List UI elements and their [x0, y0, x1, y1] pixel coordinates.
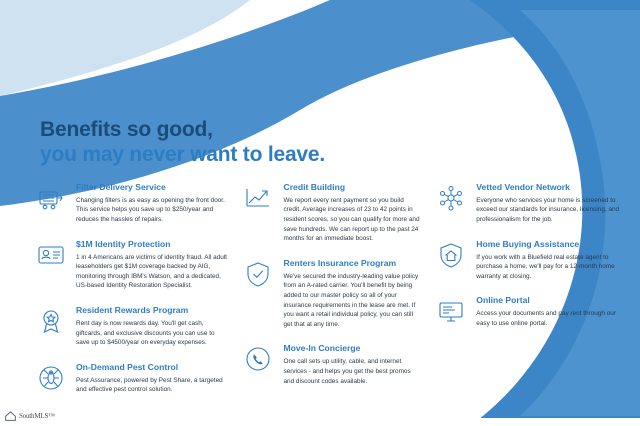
headline-line-2: you may never want to leave. — [40, 142, 326, 166]
benefit-item — [241, 258, 422, 330]
benefit-item — [241, 182, 422, 244]
benefit-title: Resident Rewards Program — [76, 305, 189, 316]
id-card-icon — [34, 239, 68, 274]
benefit-item — [434, 239, 620, 282]
benefit-title: Home Buying Assistance — [476, 238, 580, 249]
benefit-title: $1M Identity Protection — [76, 238, 171, 249]
benefit-description: Changing filters is as easy as opening the front door. This service helps you save up to $250/year and reduces the hassles of repairs. — [76, 196, 225, 224]
pest-control-icon — [34, 362, 68, 397]
benefit-item — [34, 305, 229, 348]
benefit-description: Everyone who services your home is screened to exceed our standards for insurance, licensing, and professionalism for the job. — [476, 196, 620, 224]
footer-logo — [4, 409, 55, 422]
network-nodes-icon — [434, 182, 468, 217]
benefits-column-3 — [434, 182, 620, 411]
benefit-description: 1 in 4 Americans are victims of identity fraud. All adult leaseholders get $1M coverage backed by AIG, monitoring through IBM's Watson, and a dedicated, US-based Identity Restoration Specialist. — [76, 253, 227, 290]
benefit-description: One call sets up utility, cable, and internet services - and helps you get the best promos and discount codes available. — [283, 358, 411, 385]
benefit-item — [34, 182, 229, 225]
benefits-columns — [34, 182, 620, 411]
mls-house-icon — [4, 409, 17, 422]
benefit-item — [34, 239, 229, 291]
benefit-title: Online Portal — [476, 295, 530, 306]
benefit-title: Credit Building — [283, 182, 346, 192]
benefit-item — [434, 182, 620, 225]
benefits-column-2 — [241, 182, 422, 411]
benefit-item — [434, 295, 620, 330]
benefit-item — [241, 343, 422, 386]
benefits-column-1 — [34, 182, 229, 411]
benefit-title: On-Demand Pest Control — [76, 361, 179, 372]
headline-line-1: Benefits so good, — [40, 118, 213, 141]
bottom-strip — [0, 418, 640, 426]
benefit-title: Vetted Vendor Network — [476, 182, 570, 192]
home-shield-icon — [434, 239, 468, 274]
benefit-description: Access your documents and pay rent through our easy to use online portal. — [476, 310, 616, 327]
benefit-description: Rent day is now rewards day. You'll get cash, giftcards, and exclusive discounts you can use to save up to $4500/year on everyday expenses. — [76, 319, 215, 347]
benefit-title: Move-In Concierge — [283, 343, 361, 354]
rewards-badge-icon — [34, 305, 68, 340]
footer-logo-text: SouthMLS™ — [19, 411, 55, 420]
page-title — [40, 118, 325, 168]
benefit-description: We report every rent payment so you build credit. Average increases of 23 to 42 points in resident scores, so you can qualify for more and save hundreds. We can report up to the past 24 months for an immediate boost. — [283, 196, 420, 243]
benefit-description: We've secured the industry-leading value policy from an A-rated carrier. You'll benefit by being added to our master policy so all of your insurance requirements in the lease are met. If you want a retail individual policy, you can still get that at any time. — [283, 272, 419, 328]
shield-check-icon — [241, 258, 275, 293]
benefit-title: Filter Delivery Service — [76, 182, 166, 192]
benefit-description: If you work with a Bluefield real estate agent to purchase a home, we'll pay for a 12-month home warranty at closing. — [476, 253, 615, 280]
benefit-item — [34, 362, 229, 397]
monitor-icon — [434, 295, 468, 330]
benefit-title: Renters Insurance Program — [283, 257, 397, 268]
air-filter-icon — [34, 182, 68, 217]
benefit-description: Pest Assurance, powered by Pest Share, a targeted and effective pest control solution. — [76, 376, 223, 394]
phone-icon — [241, 343, 275, 378]
credit-chart-icon — [241, 182, 275, 217]
